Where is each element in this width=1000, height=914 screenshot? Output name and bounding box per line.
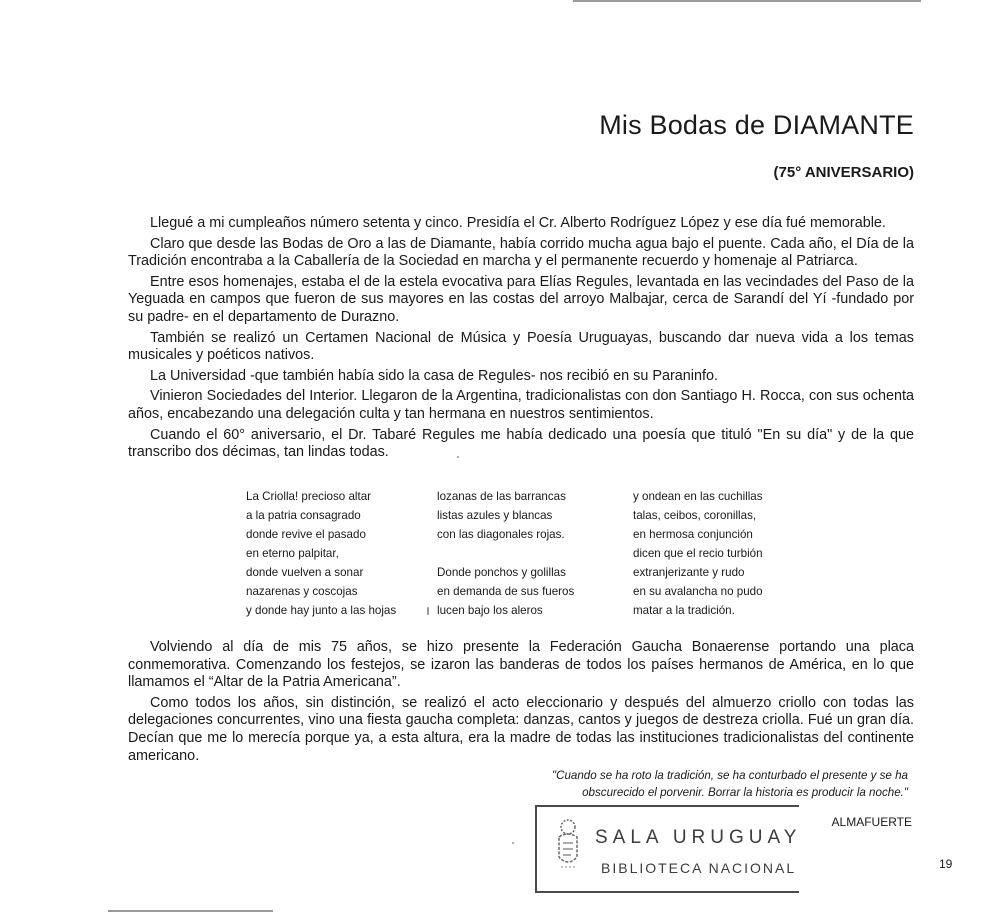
poem-line: extranjerizante y rudo [633,566,745,579]
poem-line: nazarenas y coscojas [246,585,358,598]
paragraph: Como todos los años, sin distinción, se realizó el acto eleccionario y después del almuerzo criollo con todas las delegaciones concurrentes, vino una fiesta gaucha completa: danzas, cantos y juegos de destreza criolla. Fué un gran día. Decían que me lo merecía porque ya, a esta altura, era la madre de todas las instituciones tradicionalistas del continente americano. [128,694,914,764]
page-title: Mis Bodas de DIAMANTE [599,110,914,140]
poem-line: en hermosa conjunción [633,528,753,541]
paragraph: También se realizó un Certamen Nacional de Música y Poesía Uruguayas, buscando dar nueva vida a los temas musicales y poéticos nativos. [128,329,914,364]
body-text [128,215,914,465]
quote-author: ALMAFUERTE [831,815,912,829]
stamp-line-1: SALA URUGUAY [595,827,802,848]
poem-line: dicen que el recio turbión [633,547,763,560]
poem-line: listas azules y blancas [437,509,553,522]
bottom-rule [108,910,273,912]
poem-line: lozanas de las barrancas [437,490,566,503]
poem-line [437,544,574,563]
paragraph: La Universidad -que también había sido la casa de Regules- nos recibió en su Paraninfo. [150,367,718,384]
poem-line: lucen bajo los aleros [437,604,543,617]
paragraph: Volviendo al día de mis 75 años, se hizo presente la Federación Gaucha Bonaerense portando una placa conmemorativa. Comenzando los festejos, se izaron las banderas de todos los países hermanos de América, en lo que llamamos el “Altar de la Patria Americana”. [128,639,914,691]
paragraph: Cuando el 60° aniversario, el Dr. Tabaré Regules me había dedicado una poesía que tituló "En su día" y de la que transcribo dos décimas, tan lindas todas. [128,426,914,461]
paragraph: Claro que desde las Bodas de Oro a las de Diamante, había corrido mucha agua bajo el puente. Cada año, el Día de la Tradición encontraba a la Caballería de la Sociedad en marcha y el permanente recuerdo y homenaje al Patriarca. [128,235,914,270]
paragraph: Entre esos homenajes, estaba el de la estela evocativa para Elías Regules, levantada en las vecindades del Paso de la Yeguada en campos que fueron de sus mayores en las costas del arroyo Malbajar, cerca de Sarandí del Yí -fundado por su padre- en el departamento de Durazno. [128,273,914,325]
page-number: 19 [939,857,953,871]
poem-line: en demanda de sus fueros [437,585,575,598]
poem-line: matar a la tradición. [633,604,735,617]
poem-column-2 [437,487,574,620]
poem-line: donde revive el pasado [246,528,366,541]
poem-line: en su avalancha no pudo [633,585,763,598]
paragraph: Vinieron Sociedades del Interior. Llegaron de la Argentina, tradicionalistas con don Santiago H. Rocca, con sus ochenta años, encabezando una delegación culta y tan hermana en nuestros sentimientos. [128,388,914,422]
poem-column-3 [633,487,763,620]
poem-line: con las diagonales rojas. [437,528,565,541]
scan-speck [512,842,514,844]
epigraph-quote: "Cuando se ha roto la tradición, se ha conturbado el presente y se ha obscurecido el porvenir. Borrar la historia es producir la noche." [551,769,908,799]
poem-line: La Criolla! precioso altar [246,490,372,503]
poem-line: talas, ceibos, coronillas, [633,509,757,522]
poem-line: y donde hay junto a las hojas [246,604,397,617]
scan-speck [427,607,429,615]
scan-speck [457,456,459,458]
top-rule [573,0,921,2]
poem-line: y ondean en las cuchillas [633,490,763,503]
library-stamp [535,805,802,893]
poem-line: Donde ponchos y golillas [437,566,566,579]
poem-line: a la patria consagrado [246,509,361,522]
page-subtitle: (75° ANIVERSARIO) [773,164,914,181]
poem-line: en eterno palpitar, [246,547,339,560]
stamp-line-2: BIBLIOTECA NACIONAL [601,860,797,876]
poem-line: donde vuelven a sonar [246,566,364,579]
poem-column-1 [246,487,396,620]
paragraph: Llegué a mi cumpleaños número setenta y cinco. Presidía el Cr. Alberto Rodríguez López y ese día fué memorable. [150,215,886,231]
seal-icon [553,817,583,875]
body-text-continued [128,639,914,768]
